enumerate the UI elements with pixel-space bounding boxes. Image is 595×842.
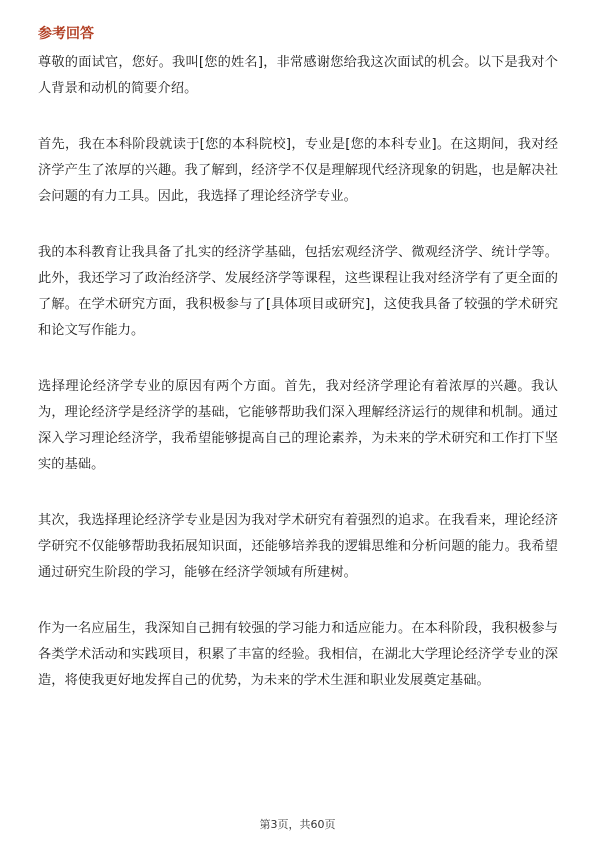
page-number: 第3页，共60页 [259,818,336,831]
paragraph-conclusion: 作为一名应届生，我深知自己拥有较强的学习能力和适应能力。在本科阶段，我积极参与各类学术活动和实践项目，积累了丰富的经验。我相信，在湖北大学理论经济学专业的深造，将使我更好地发挥自己的优势，为未来的学术生涯和职业发展奠定基础。 [38,621,558,688]
paragraph-education: 我的本科教育让我具备了扎实的经济学基础，包括宏观经济学、微观经济学、统计学等。此外，我还学习了政治经济学、发展经济学等课程，这些课程让我对经济学有了更全面的了解。在学术研究方面，我积极参与了[具体项目或研究]，这使我具备了较强的学术研究和论文写作能力。 [38,245,558,338]
section-heading: 参考回答 [38,26,94,42]
answer-body [38,50,558,724]
paragraph-greeting: 尊敬的面试官，您好。我叫[您的姓名]，非常感谢您给我这次面试的机会。以下是我对个人背景和动机的简要介绍。 [38,55,558,96]
paragraph-reason-research: 其次，我选择理论经济学专业是因为我对学术研究有着强烈的追求。在我看来，理论经济学研究不仅能够帮助我拓展知识面，还能够培养我的逻辑思维和分析问题的能力。我希望通过研究生阶段的学习，能够在经济学领域有所建树。 [38,513,558,580]
paragraph-reason-interest: 选择理论经济学专业的原因有两个方面。首先，我对经济学理论有着浓厚的兴趣。我认为，理论经济学是经济学的基础，它能够帮助我们深入理解经济运行的规律和机制。通过深入学习理论经济学，我希望能够提高自己的理论素养，为未来的学术研究和工作打下坚实的基础。 [38,379,558,472]
paragraph-background: 首先，我在本科阶段就读于[您的本科院校]，专业是[您的本科专业]。在这期间，我对经济学产生了浓厚的兴趣。我了解到，经济学不仅是理解现代经济现象的钥匙，也是解决社会问题的有力工具。因此，我选择了理论经济学专业。 [38,137,558,204]
